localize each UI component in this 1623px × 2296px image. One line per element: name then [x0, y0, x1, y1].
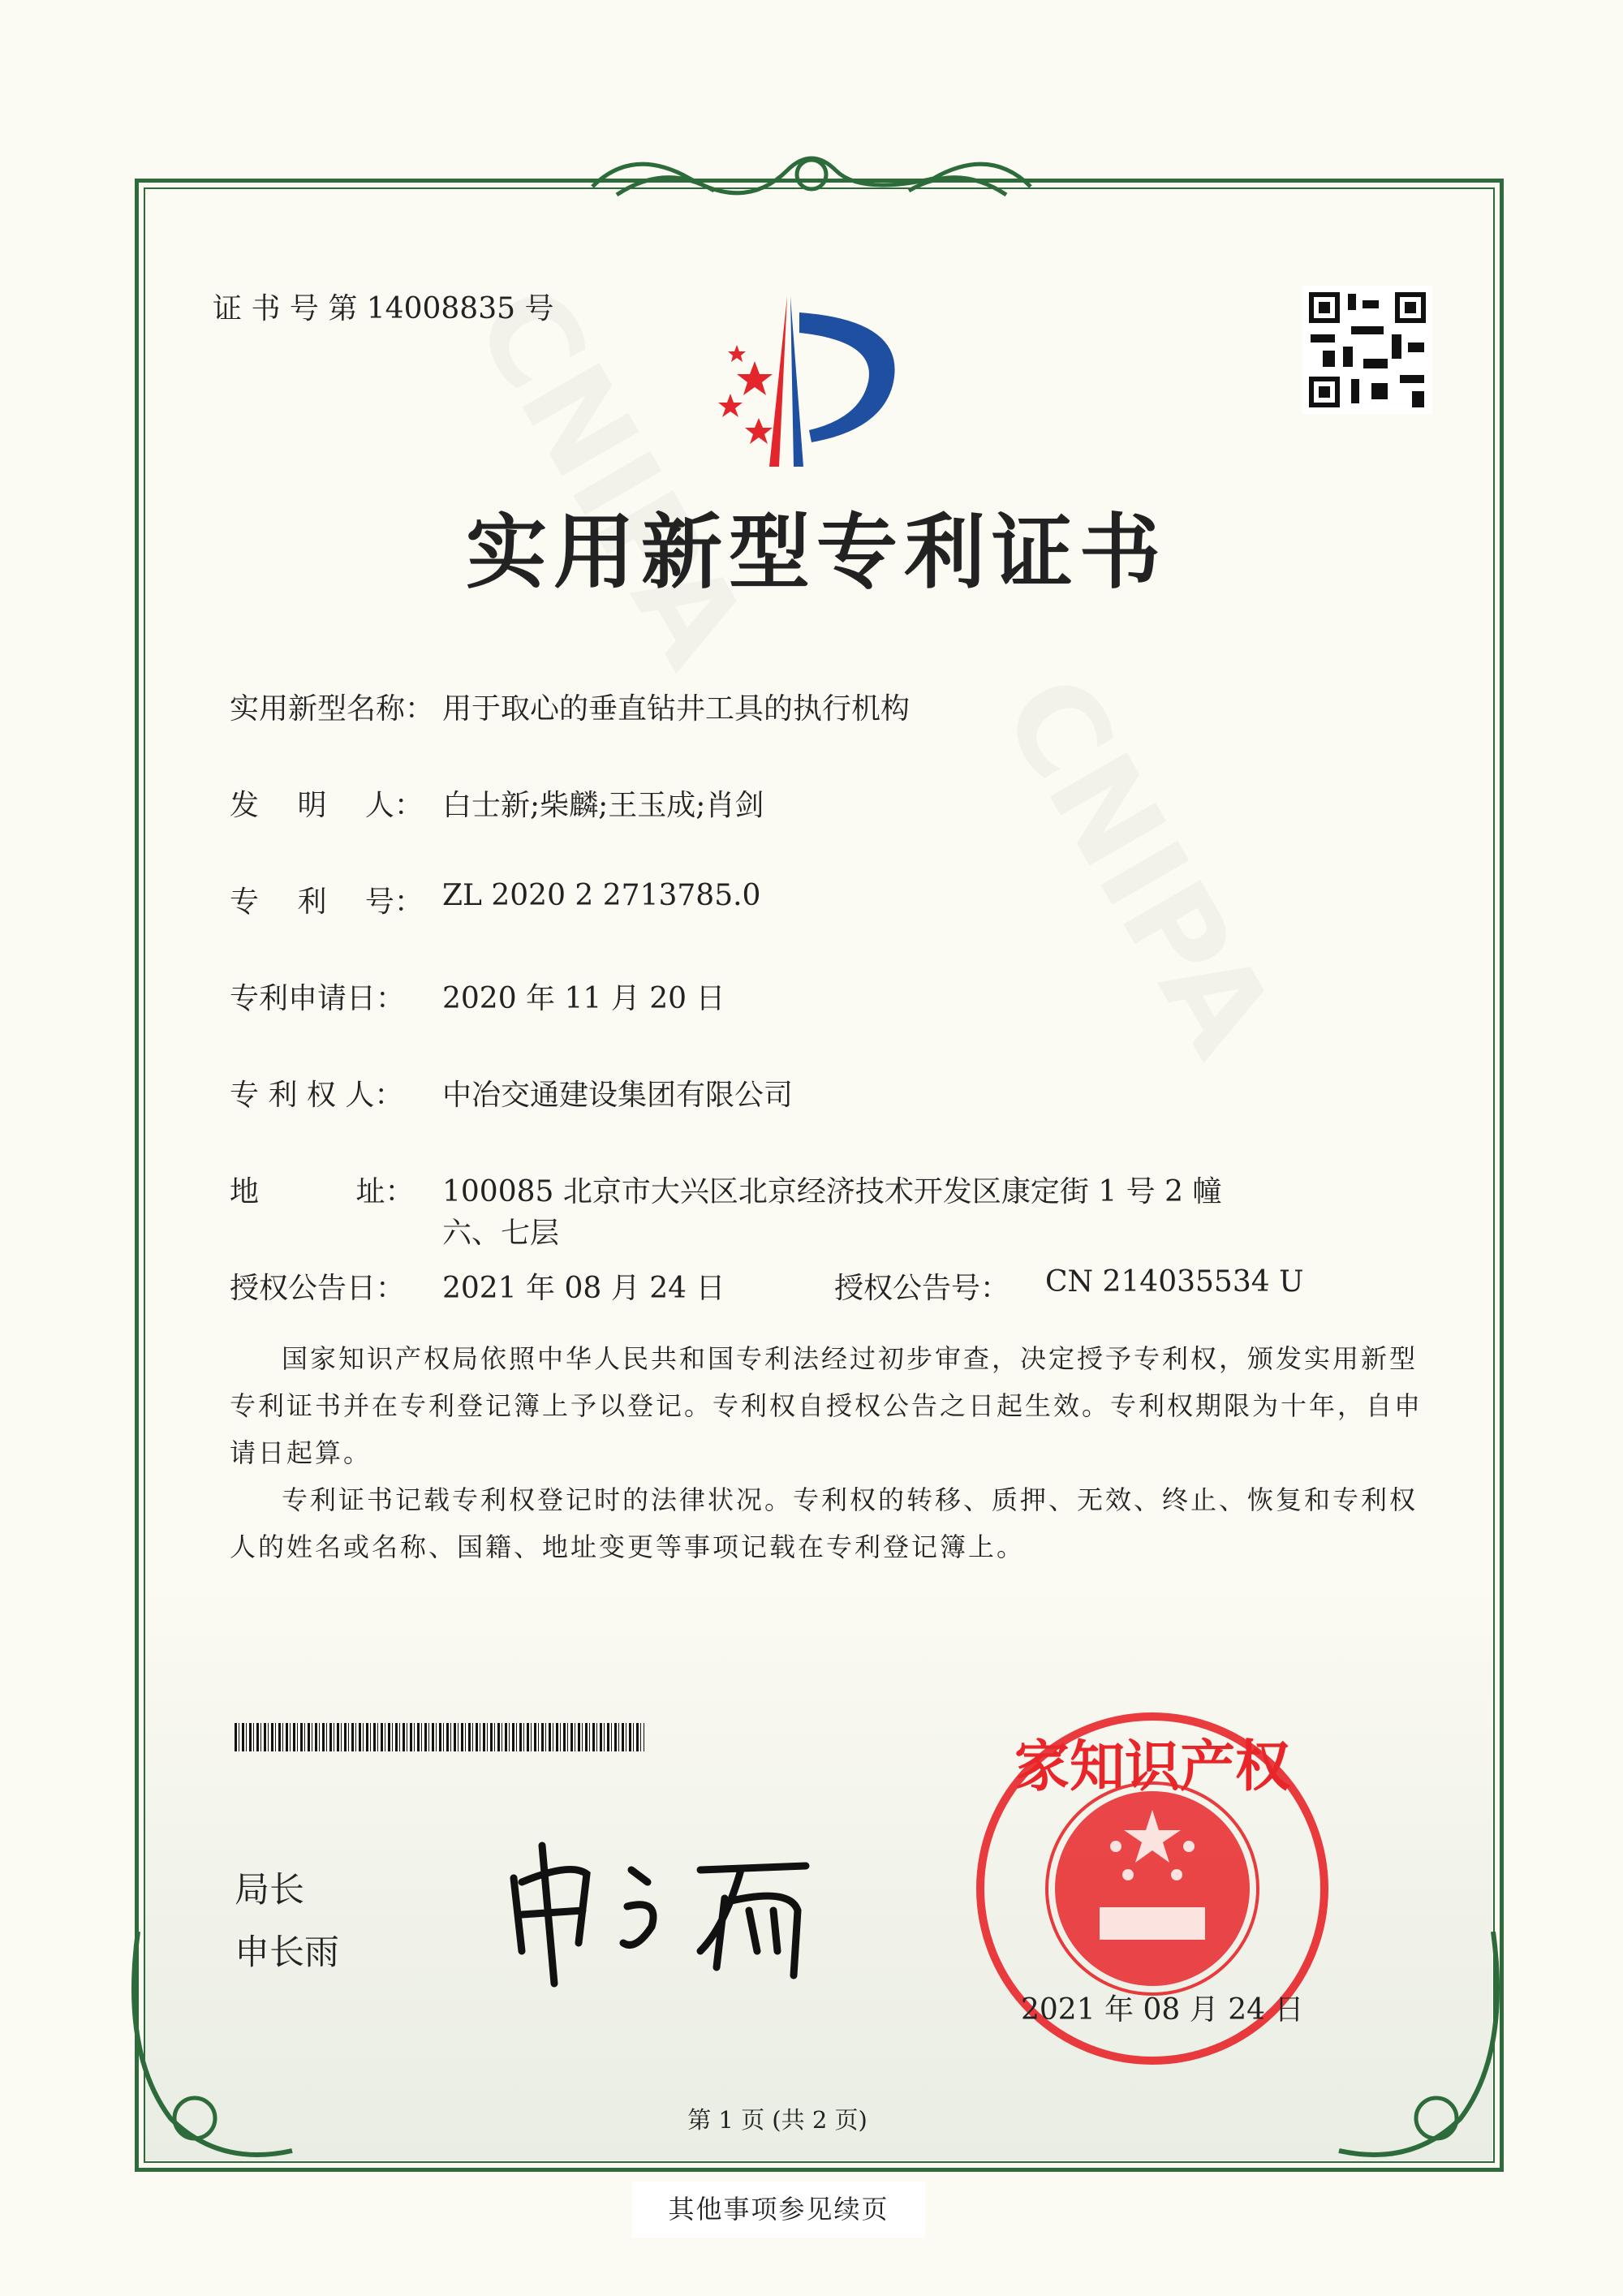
field-label-patentee: 专 利 权 人：	[230, 1079, 404, 1112]
field-value-address-line2: 六、七层	[442, 1217, 560, 1250]
field-label-name: 实用新型名称：	[230, 692, 435, 726]
ornament-bottom-right	[1331, 1932, 1509, 2175]
cnipa-logo	[698, 288, 933, 475]
barcode	[235, 1723, 644, 1751]
statement-paragraph-1: 国家知识产权局依照中华人民共和国专利法经过初步审查，决定授予专利权，颁发实用新型专利证书并在专利登记簿上予以登记。专利权自授权公告之日起生效。专利权期限为十年，自申请日起算。	[230, 1343, 1423, 1468]
field-value-name: 用于取心的垂直钻井工具的执行机构	[442, 692, 911, 726]
statement-paragraph-2: 专利证书记载专利权登记时的法律状况。专利权的转移、质押、无效、终止、恢复和专利权人的姓名或名称、国籍、地址变更等事项记载在专利登记簿上。	[230, 1484, 1419, 1562]
qr-code	[1302, 286, 1432, 414]
field-label-filing-date: 专利申请日：	[230, 982, 406, 1015]
field-value-inventors: 白士新;柴麟;王玉成;肖剑	[442, 789, 764, 822]
seal-date: 2021 年 08 月 24 日	[1021, 1993, 1304, 2027]
field-label-grant-date: 授权公告日：	[230, 1272, 406, 1305]
field-label-inventors: 发 明 人：	[230, 789, 424, 822]
director-name: 申长雨	[235, 1932, 339, 1973]
certificate-statement	[230, 1335, 1439, 1570]
certificate-number: 证 书 号 第 14008835 号	[213, 292, 554, 325]
ornament-top	[584, 138, 1039, 215]
field-label-announcement-number: 授权公告号：	[834, 1272, 1010, 1305]
field-value-address: 100085 北京市大兴区北京经济技术开发区康定街 1 号 2 幢	[442, 1175, 1222, 1208]
director-signature	[497, 1837, 830, 1988]
seal-text: 家知识产权	[1014, 1734, 1291, 1799]
page-title: 实用新型专利证书	[466, 504, 1167, 600]
director-title: 局长	[235, 1870, 304, 1910]
field-value-patentee: 中冶交通建设集团有限公司	[442, 1079, 794, 1112]
field-value-filing-date: 2020 年 11 月 20 日	[442, 982, 725, 1015]
field-label-patent-number: 专 利 号：	[230, 885, 424, 919]
field-value-grant-date: 2021 年 08 月 24 日	[442, 1272, 725, 1305]
continued-note: 其他事项参见续页	[632, 2182, 925, 2238]
page-indicator: 第 1 页 (共 2 页)	[687, 2106, 867, 2134]
field-label-address: 地 址：	[230, 1175, 415, 1208]
field-value-patent-number: ZL 2020 2 2713785.0	[442, 879, 761, 912]
field-value-announcement-number: CN 214035534 U	[1045, 1265, 1304, 1299]
